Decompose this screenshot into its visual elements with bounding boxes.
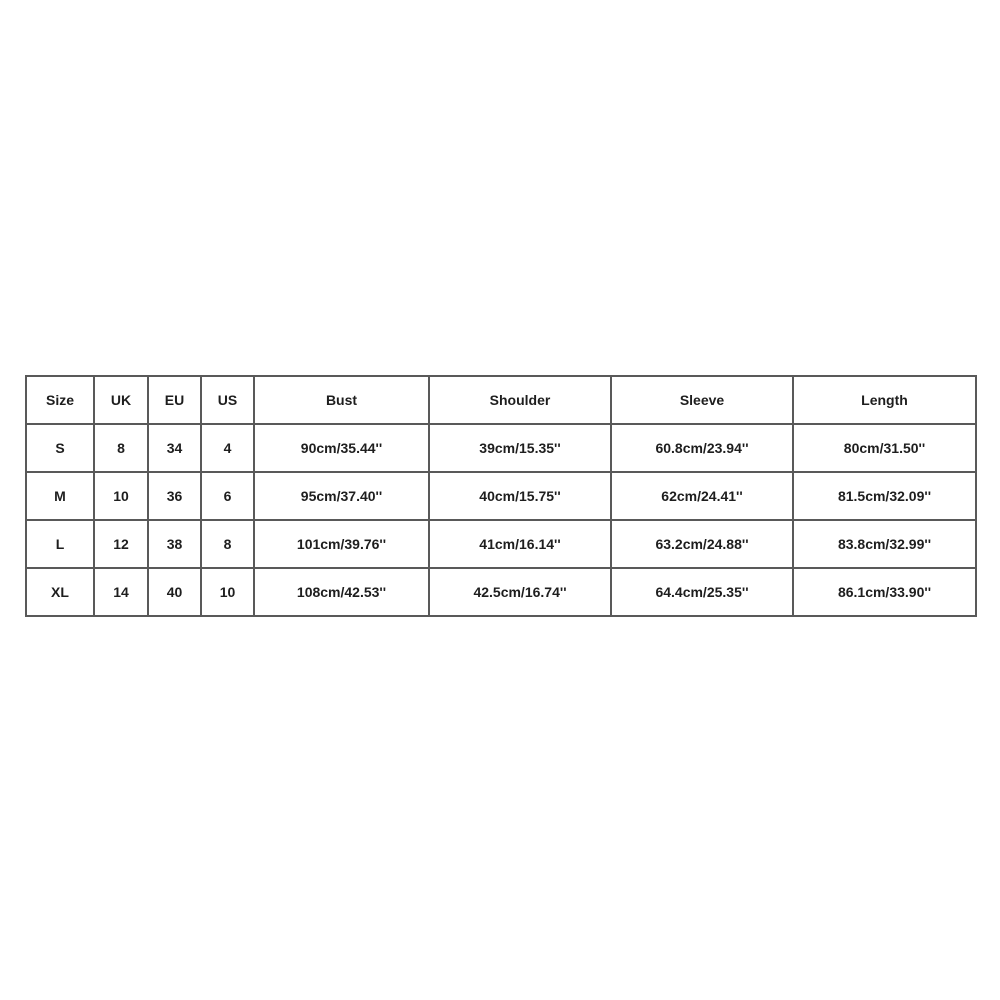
cell-bust: 95cm/37.40'': [254, 472, 429, 520]
cell-length: 83.8cm/32.99'': [793, 520, 976, 568]
cell-sleeve: 60.8cm/23.94'': [611, 424, 793, 472]
table-row: [26, 424, 976, 472]
cell-shoulder: 39cm/15.35'': [429, 424, 611, 472]
cell-sleeve: 62cm/24.41'': [611, 472, 793, 520]
cell-size: S: [26, 424, 94, 472]
cell-length: 80cm/31.50'': [793, 424, 976, 472]
header-bust: Bust: [254, 376, 429, 424]
cell-eu: 40: [148, 568, 201, 616]
cell-length: 81.5cm/32.09'': [793, 472, 976, 520]
cell-uk: 10: [94, 472, 148, 520]
cell-shoulder: 41cm/16.14'': [429, 520, 611, 568]
table-header-row: [26, 376, 976, 424]
cell-size: XL: [26, 568, 94, 616]
header-eu: EU: [148, 376, 201, 424]
header-length: Length: [793, 376, 976, 424]
cell-eu: 38: [148, 520, 201, 568]
table-row: [26, 520, 976, 568]
header-sleeve: Sleeve: [611, 376, 793, 424]
cell-shoulder: 42.5cm/16.74'': [429, 568, 611, 616]
cell-sleeve: 64.4cm/25.35'': [611, 568, 793, 616]
size-chart-table: [25, 375, 977, 617]
cell-bust: 90cm/35.44'': [254, 424, 429, 472]
cell-eu: 36: [148, 472, 201, 520]
cell-size: M: [26, 472, 94, 520]
header-us: US: [201, 376, 254, 424]
cell-us: 8: [201, 520, 254, 568]
cell-us: 10: [201, 568, 254, 616]
cell-us: 6: [201, 472, 254, 520]
cell-uk: 14: [94, 568, 148, 616]
header-size: Size: [26, 376, 94, 424]
cell-bust: 108cm/42.53'': [254, 568, 429, 616]
cell-size: L: [26, 520, 94, 568]
cell-uk: 12: [94, 520, 148, 568]
cell-length: 86.1cm/33.90'': [793, 568, 976, 616]
cell-shoulder: 40cm/15.75'': [429, 472, 611, 520]
header-shoulder: Shoulder: [429, 376, 611, 424]
cell-bust: 101cm/39.76'': [254, 520, 429, 568]
header-uk: UK: [94, 376, 148, 424]
cell-sleeve: 63.2cm/24.88'': [611, 520, 793, 568]
cell-eu: 34: [148, 424, 201, 472]
cell-uk: 8: [94, 424, 148, 472]
table-row: [26, 568, 976, 616]
cell-us: 4: [201, 424, 254, 472]
table-row: [26, 472, 976, 520]
